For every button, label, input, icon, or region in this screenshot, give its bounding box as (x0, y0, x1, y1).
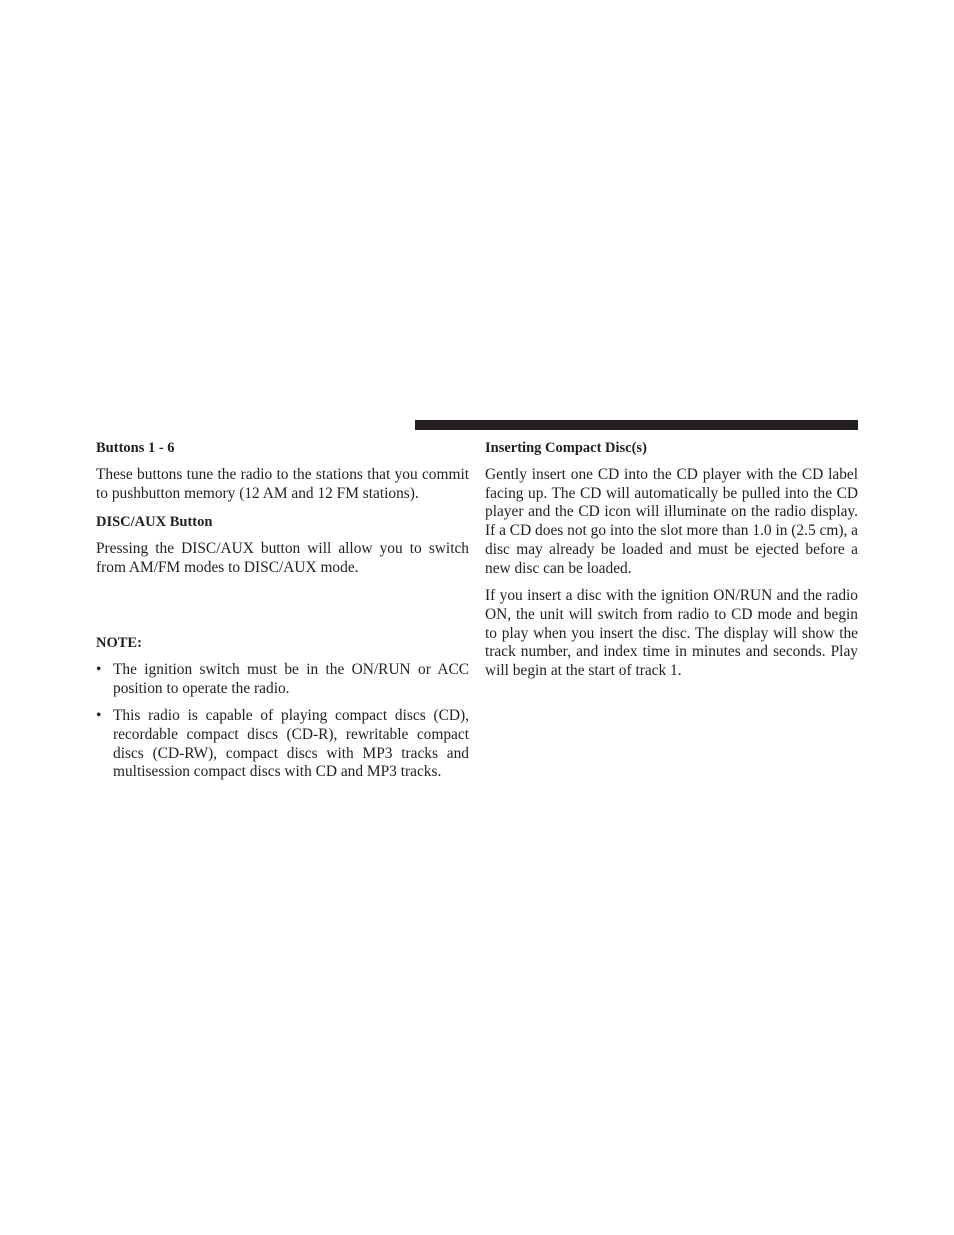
spacer (96, 587, 469, 633)
inserting-cd-heading: Inserting Compact Disc(s) (485, 440, 647, 456)
note-item (96, 707, 469, 782)
note-list (96, 661, 469, 782)
note-item-text: The ignition switch must be in the ON/RUN or ACC position to operate the radio. (113, 660, 469, 697)
left-column (96, 438, 469, 791)
bullet-icon: • (96, 707, 102, 725)
bullet-icon: • (96, 660, 102, 678)
header-rule (415, 420, 858, 430)
note-item-text: This radio is capable of playing compact discs (CD), recordable compact discs (CD-R), rewritable compact discs (CD-RW), compact discs with MP3 tracks and multisession compact discs with CD and MP3 tracks. (113, 707, 469, 781)
inserting-cd-paragraph: Gently insert one CD into the CD player with the CD label facing up. The CD will automatically be pulled into the CD player and the CD icon will illuminate on the radio display. If a CD does not go into the slot more than 1.0 in (2.5 cm), a disc may already be loaded and must be ejected before a new disc can be loaded. (485, 466, 858, 577)
disc-aux-paragraph: Pressing the DISC/AUX button will allow you to switch from AM/FM modes to DISC/AUX mode. (96, 540, 469, 577)
right-column (485, 438, 858, 690)
disc-aux-heading: DISC/AUX Button (96, 514, 213, 531)
buttons-heading: Buttons 1 - 6 (96, 440, 175, 456)
note-label: NOTE: (96, 634, 142, 651)
ignition-cd-paragraph: If you insert a disc with the ignition ON/RUN and the radio ON, the unit will switch from radio to CD mode and begin to play when you insert the disc. The display will show the track number, and index time in minutes and seconds. Play will begin at the start of track 1. (485, 587, 858, 680)
buttons-paragraph: These buttons tune the radio to the stations that you commit to pushbutton memory (12 AM and 12 FM stations). (96, 466, 469, 502)
note-item (96, 661, 469, 698)
